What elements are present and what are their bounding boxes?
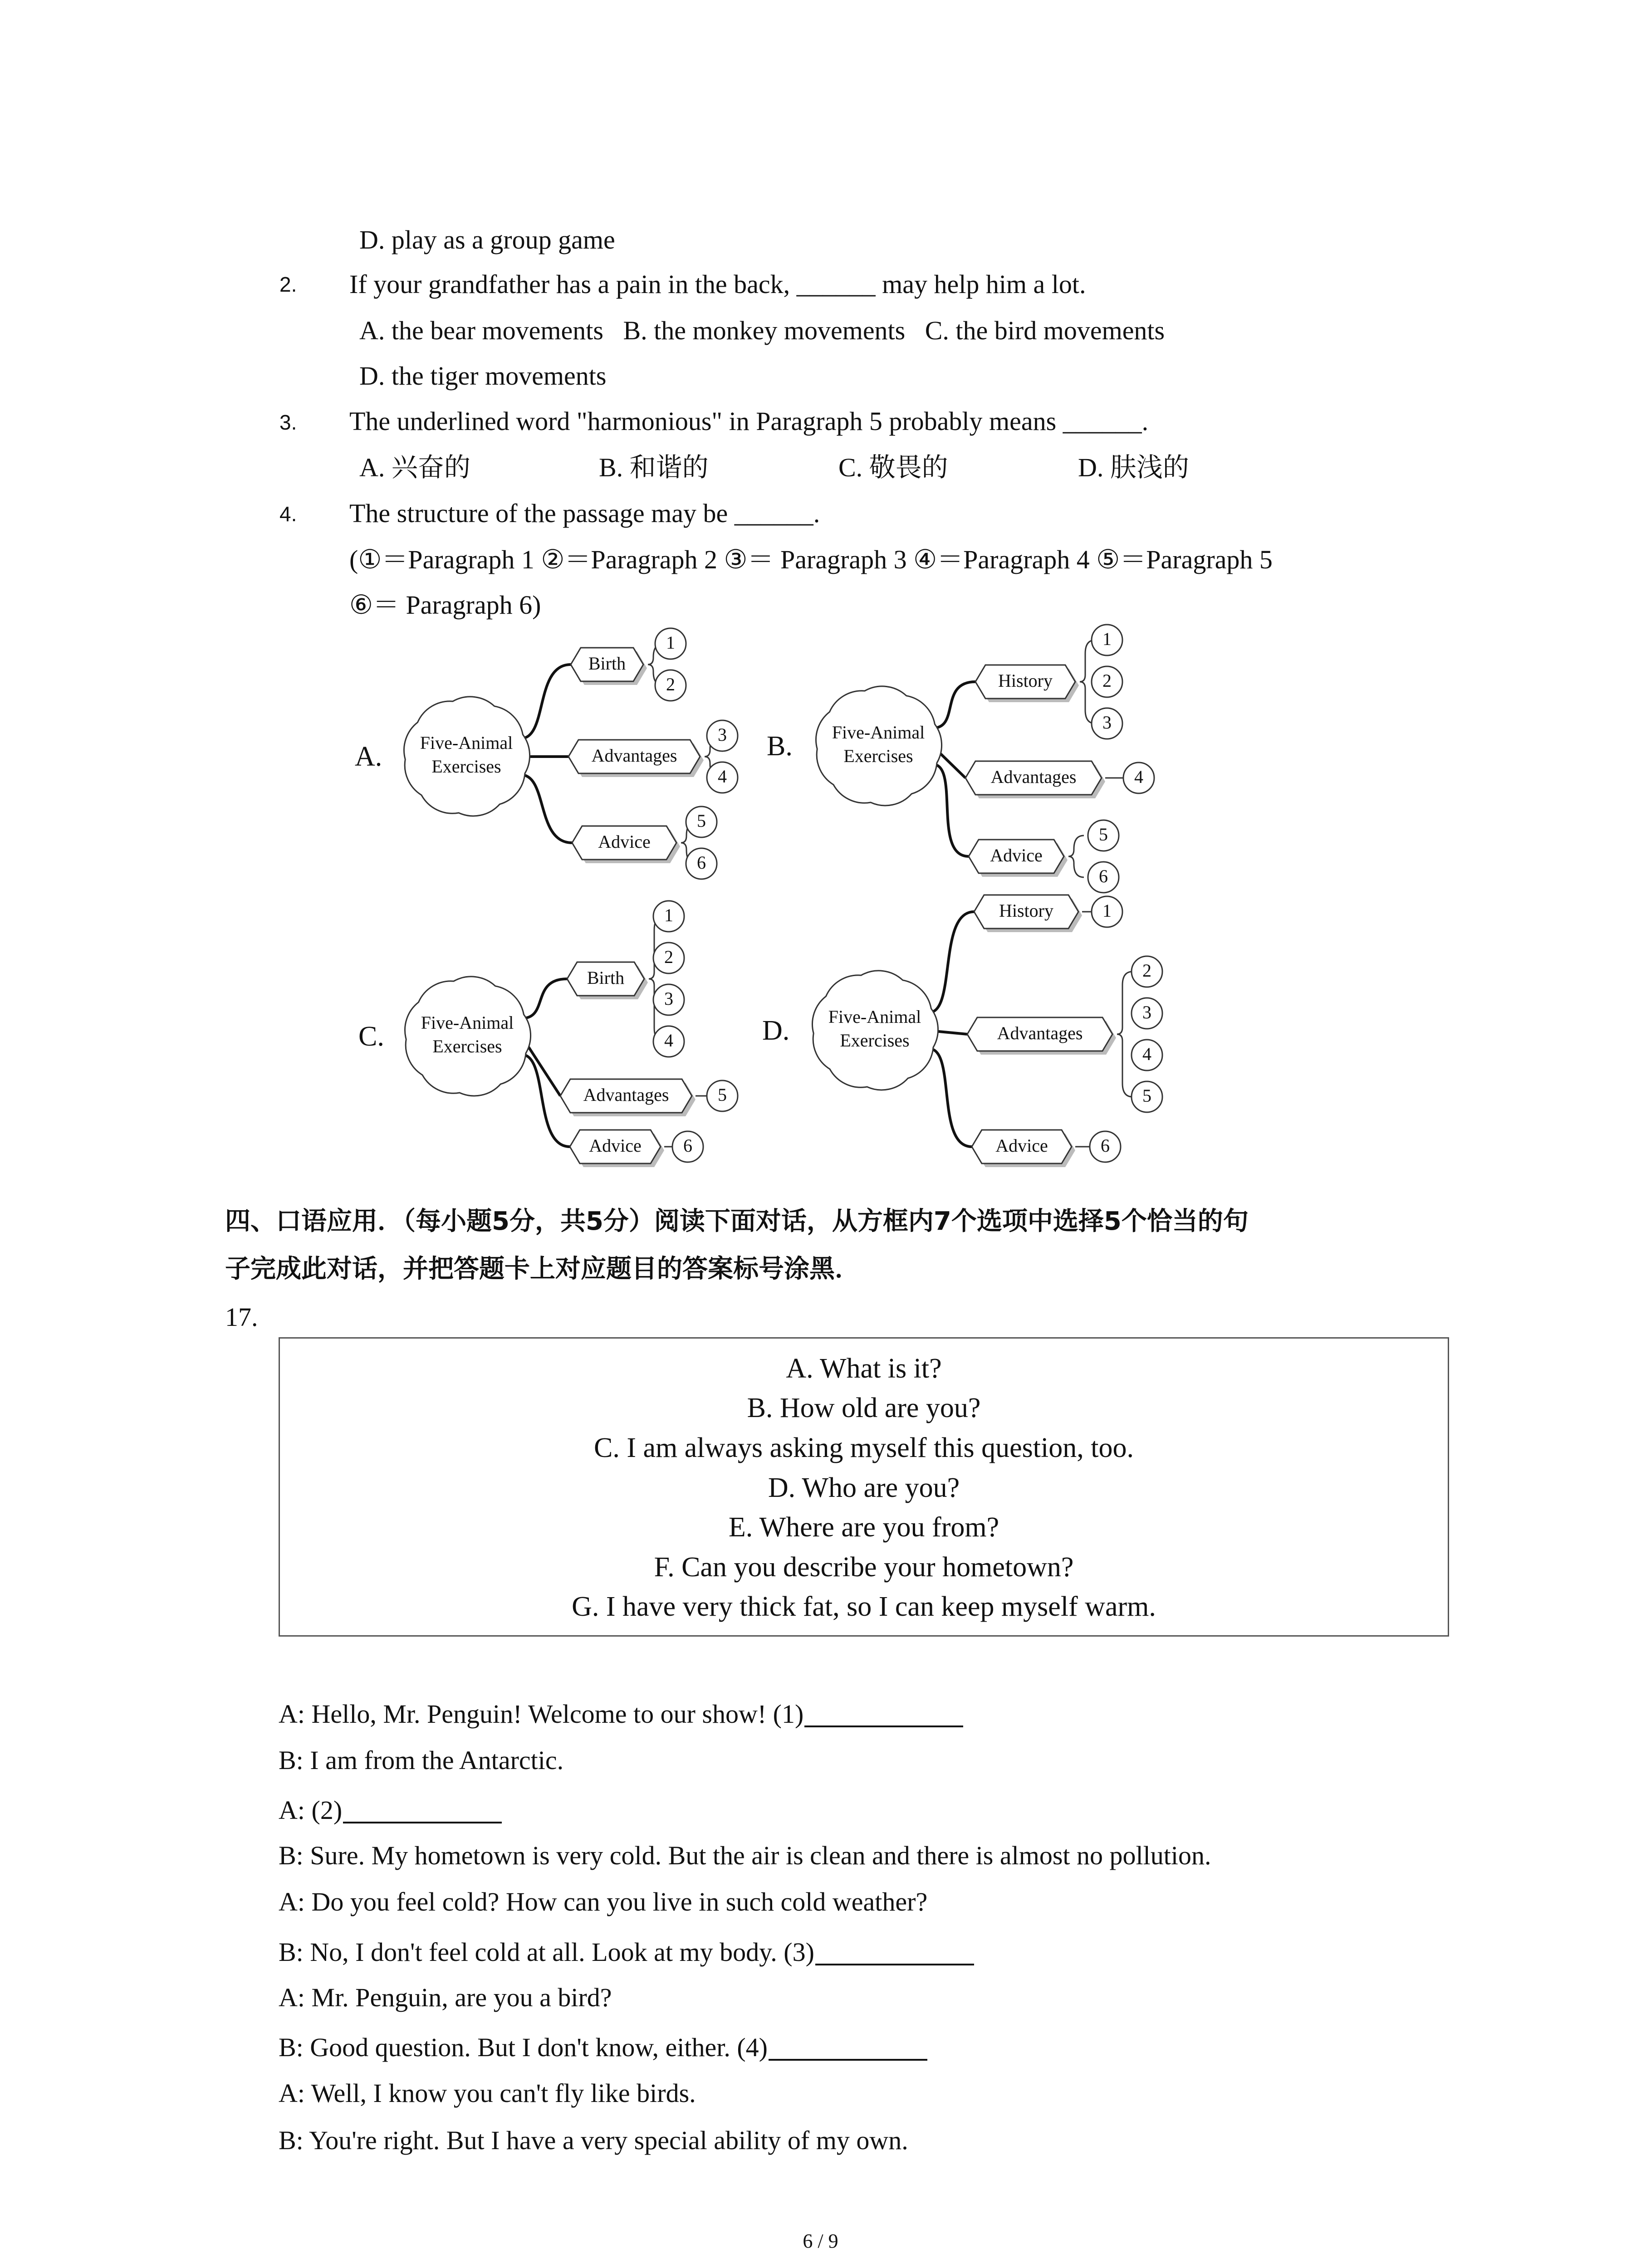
diagram-D-nums-2-num-4: 5 (1142, 1085, 1151, 1106)
diagram-D-branch-3 (929, 1049, 972, 1147)
diagram-B-nums-2-num-1: 4 (1134, 767, 1143, 787)
dialogue-line-8: B: Good question. But I don't know, either. (4) (279, 2034, 927, 2061)
diagram-C-bracket-1 (649, 916, 664, 1041)
q17-options-box (279, 1337, 1449, 1637)
diagram-D-nums-1-num-1: 1 (1102, 900, 1112, 921)
q3-option-b: B. 和谐的 (599, 453, 709, 482)
q2-options-line1: A. the bear movements B. the monkey movements C. the bird movements (359, 316, 1165, 345)
diagram-C-center-label-1: Five-Animal (421, 1012, 514, 1033)
answer-blank-4[interactable] (769, 2036, 927, 2061)
diagram-A-nums-1-num-2: 2 (666, 674, 675, 695)
dialogue-line-10: B: You're right. But I have a very special ability of my own. (279, 2126, 908, 2155)
diagram-C-nums-3-num-1: 6 (683, 1135, 692, 1156)
diagram-D-box-2-label: Advantages (997, 1023, 1083, 1044)
diagram-A-letter: A. (355, 741, 382, 772)
diagram-C-branch-1 (522, 979, 567, 1018)
q2-number: 2. (279, 273, 297, 296)
diagram-A-nums-2-num-1: 3 (718, 724, 727, 745)
q3-option-a: A. 兴奋的 (359, 453, 470, 482)
answer-blank-3[interactable] (815, 1941, 974, 1965)
diagram-C-nums-2-num-1: 5 (718, 1085, 727, 1105)
q17-option-d: D. Who are you? (768, 1472, 960, 1503)
q17-option-g: G. I have very thick fat, so I can keep myself warm. (572, 1591, 1156, 1622)
diagram-B-center-label-1: Five-Animal (832, 722, 925, 743)
diagram-C-nums-1-num-1: 1 (664, 905, 673, 926)
diagram-A-nums-3-num-2: 6 (697, 852, 706, 873)
diagram-A-nums-2-num-2: 4 (718, 766, 727, 787)
diagram-D-nums-2-num-2: 3 (1142, 1002, 1151, 1023)
q2-stem: If your grandfather has a pain in the back, ______ may help him a lot. (349, 269, 1086, 299)
diagram-D-branch-1 (929, 912, 974, 1012)
diagram-B-bracket-3 (1068, 836, 1084, 877)
diagram-C-nums-1-num-2: 2 (664, 947, 673, 968)
page-number: 6 / 9 (803, 2230, 838, 2252)
diagram-A-nums-3-num-1: 5 (697, 811, 706, 831)
diagram-B-branch-3 (933, 764, 969, 856)
diagram-C-box-2-label: Advantages (583, 1085, 669, 1105)
q17-option-f: F. Can you describe your hometown? (654, 1552, 1074, 1583)
diagram-C-letter: C. (358, 1021, 384, 1052)
dialogue-line-4: B: Sure. My hometown is very cold. But the air is clean and there is almost no pollution. (279, 1841, 1211, 1870)
q3-option-d: D. 肤浅的 (1078, 453, 1189, 482)
dialogue-line-7: A: Mr. Penguin, are you a bird? (279, 1983, 612, 2012)
diagram-D-letter: D. (762, 1015, 790, 1046)
dialogue-line-3: A: (2) (279, 1797, 502, 1823)
answer-blank-1[interactable] (804, 1703, 963, 1727)
q17-option-e: E. Where are you from? (728, 1512, 999, 1543)
dialogue-line-2: B: I am from the Antarctic. (279, 1745, 564, 1775)
q4-key-line1: (①＝Paragraph 1 ②＝Paragraph 2 ③＝ Paragraph 3 ④＝Paragraph 4 ⑤＝Paragraph 5 (349, 545, 1273, 574)
diagram-B-nums-1-num-3: 3 (1102, 712, 1112, 733)
diagram-A-box-2-label: Advantages (591, 745, 677, 766)
dialogue-line-5: A: Do you feel cold? How can you live in such cold weather? (279, 1887, 928, 1916)
diagram-D-box-1-label: History (999, 900, 1053, 921)
diagram-C-box-1-label: Birth (587, 968, 625, 988)
diagram-C-nums-1-num-3: 3 (664, 988, 673, 1009)
diagram-B-branch-1 (933, 682, 975, 728)
diagram-B-box-3-label: Advice (990, 845, 1043, 866)
q17-option-c: C. I am always asking myself this question, too. (594, 1432, 1134, 1463)
diagram-D-bracket-2 (1117, 972, 1132, 1097)
q4-number: 4. (279, 502, 297, 526)
dialogue-line-6: B: No, I don't feel cold at all. Look at my body. (3) (279, 1939, 974, 1965)
q3-stem: The underlined word "harmonious" in Paragraph 5 probably means ______. (349, 406, 1149, 436)
diagram-D-nums-3-num-1: 6 (1101, 1135, 1110, 1156)
dialogue-line-1: A: Hello, Mr. Penguin! Welcome to our show! (1) (279, 1701, 963, 1727)
diagram-A-center-label-1: Five-Animal (420, 733, 513, 753)
diagram-B-nums-1-num-2: 2 (1102, 670, 1112, 691)
diagram-B-box-1-label: History (998, 670, 1053, 691)
diagram-D-center-label-2: Exercises (840, 1030, 910, 1051)
diagram-C-box-3-label: Advice (589, 1135, 642, 1156)
diagram-A-branch-3 (521, 775, 572, 843)
diagram-C-center-label-2: Exercises (432, 1036, 502, 1057)
q1-option-d: D. play as a group game (359, 225, 615, 254)
section4-heading-line1: 四、口语应用．（每小题5分，共5分）阅读下面对话，从方框内7个选项中选择5个恰当的句 (225, 1207, 1249, 1236)
diagram-A-branch-1 (521, 665, 571, 738)
diagram-D-nums-2-num-1: 2 (1142, 960, 1151, 981)
q17-number: 17. (225, 1302, 258, 1332)
diagram-B-box-2-label: Advantages (990, 767, 1077, 787)
diagram-B-center-label-2: Exercises (843, 746, 913, 767)
q4-key-line2: ⑥＝ Paragraph 6) (349, 590, 541, 620)
diagram-B-letter: B. (767, 731, 793, 762)
q4-stem: The structure of the passage may be ______. (349, 499, 820, 528)
q17-option-a: A. What is it? (786, 1353, 942, 1384)
q3-option-c: C. 敬畏的 (838, 453, 948, 482)
diagram-B-nums-1-num-1: 1 (1102, 629, 1112, 650)
diagram-A-box-3-label: Advice (598, 831, 651, 852)
q2-options-line2: D. the tiger movements (359, 361, 607, 391)
diagram-D-nums-2-num-3: 4 (1142, 1044, 1151, 1065)
diagram-A-center-label-2: Exercises (431, 756, 501, 777)
q3-number: 3. (279, 411, 297, 434)
diagram-A-box-1-label: Birth (588, 653, 626, 674)
diagram-D-center-label-1: Five-Animal (828, 1007, 921, 1027)
q17-option-b: B. How old are you? (747, 1393, 981, 1423)
diagram-B-nums-3-num-1: 5 (1099, 824, 1108, 845)
section4-heading-line2: 子完成此对话，并把答题卡上对应题目的答案标号涂黑． (225, 1254, 860, 1284)
answer-blank-2[interactable] (343, 1799, 502, 1823)
dialogue-line-9: A: Well, I know you can't fly like birds. (279, 2078, 696, 2108)
diagram-D-box-3-label: Advice (995, 1135, 1048, 1156)
diagram-B-nums-3-num-2: 6 (1099, 866, 1108, 887)
diagram-A-nums-1-num-1: 1 (666, 632, 675, 653)
diagram-C-nums-1-num-4: 4 (664, 1030, 673, 1051)
